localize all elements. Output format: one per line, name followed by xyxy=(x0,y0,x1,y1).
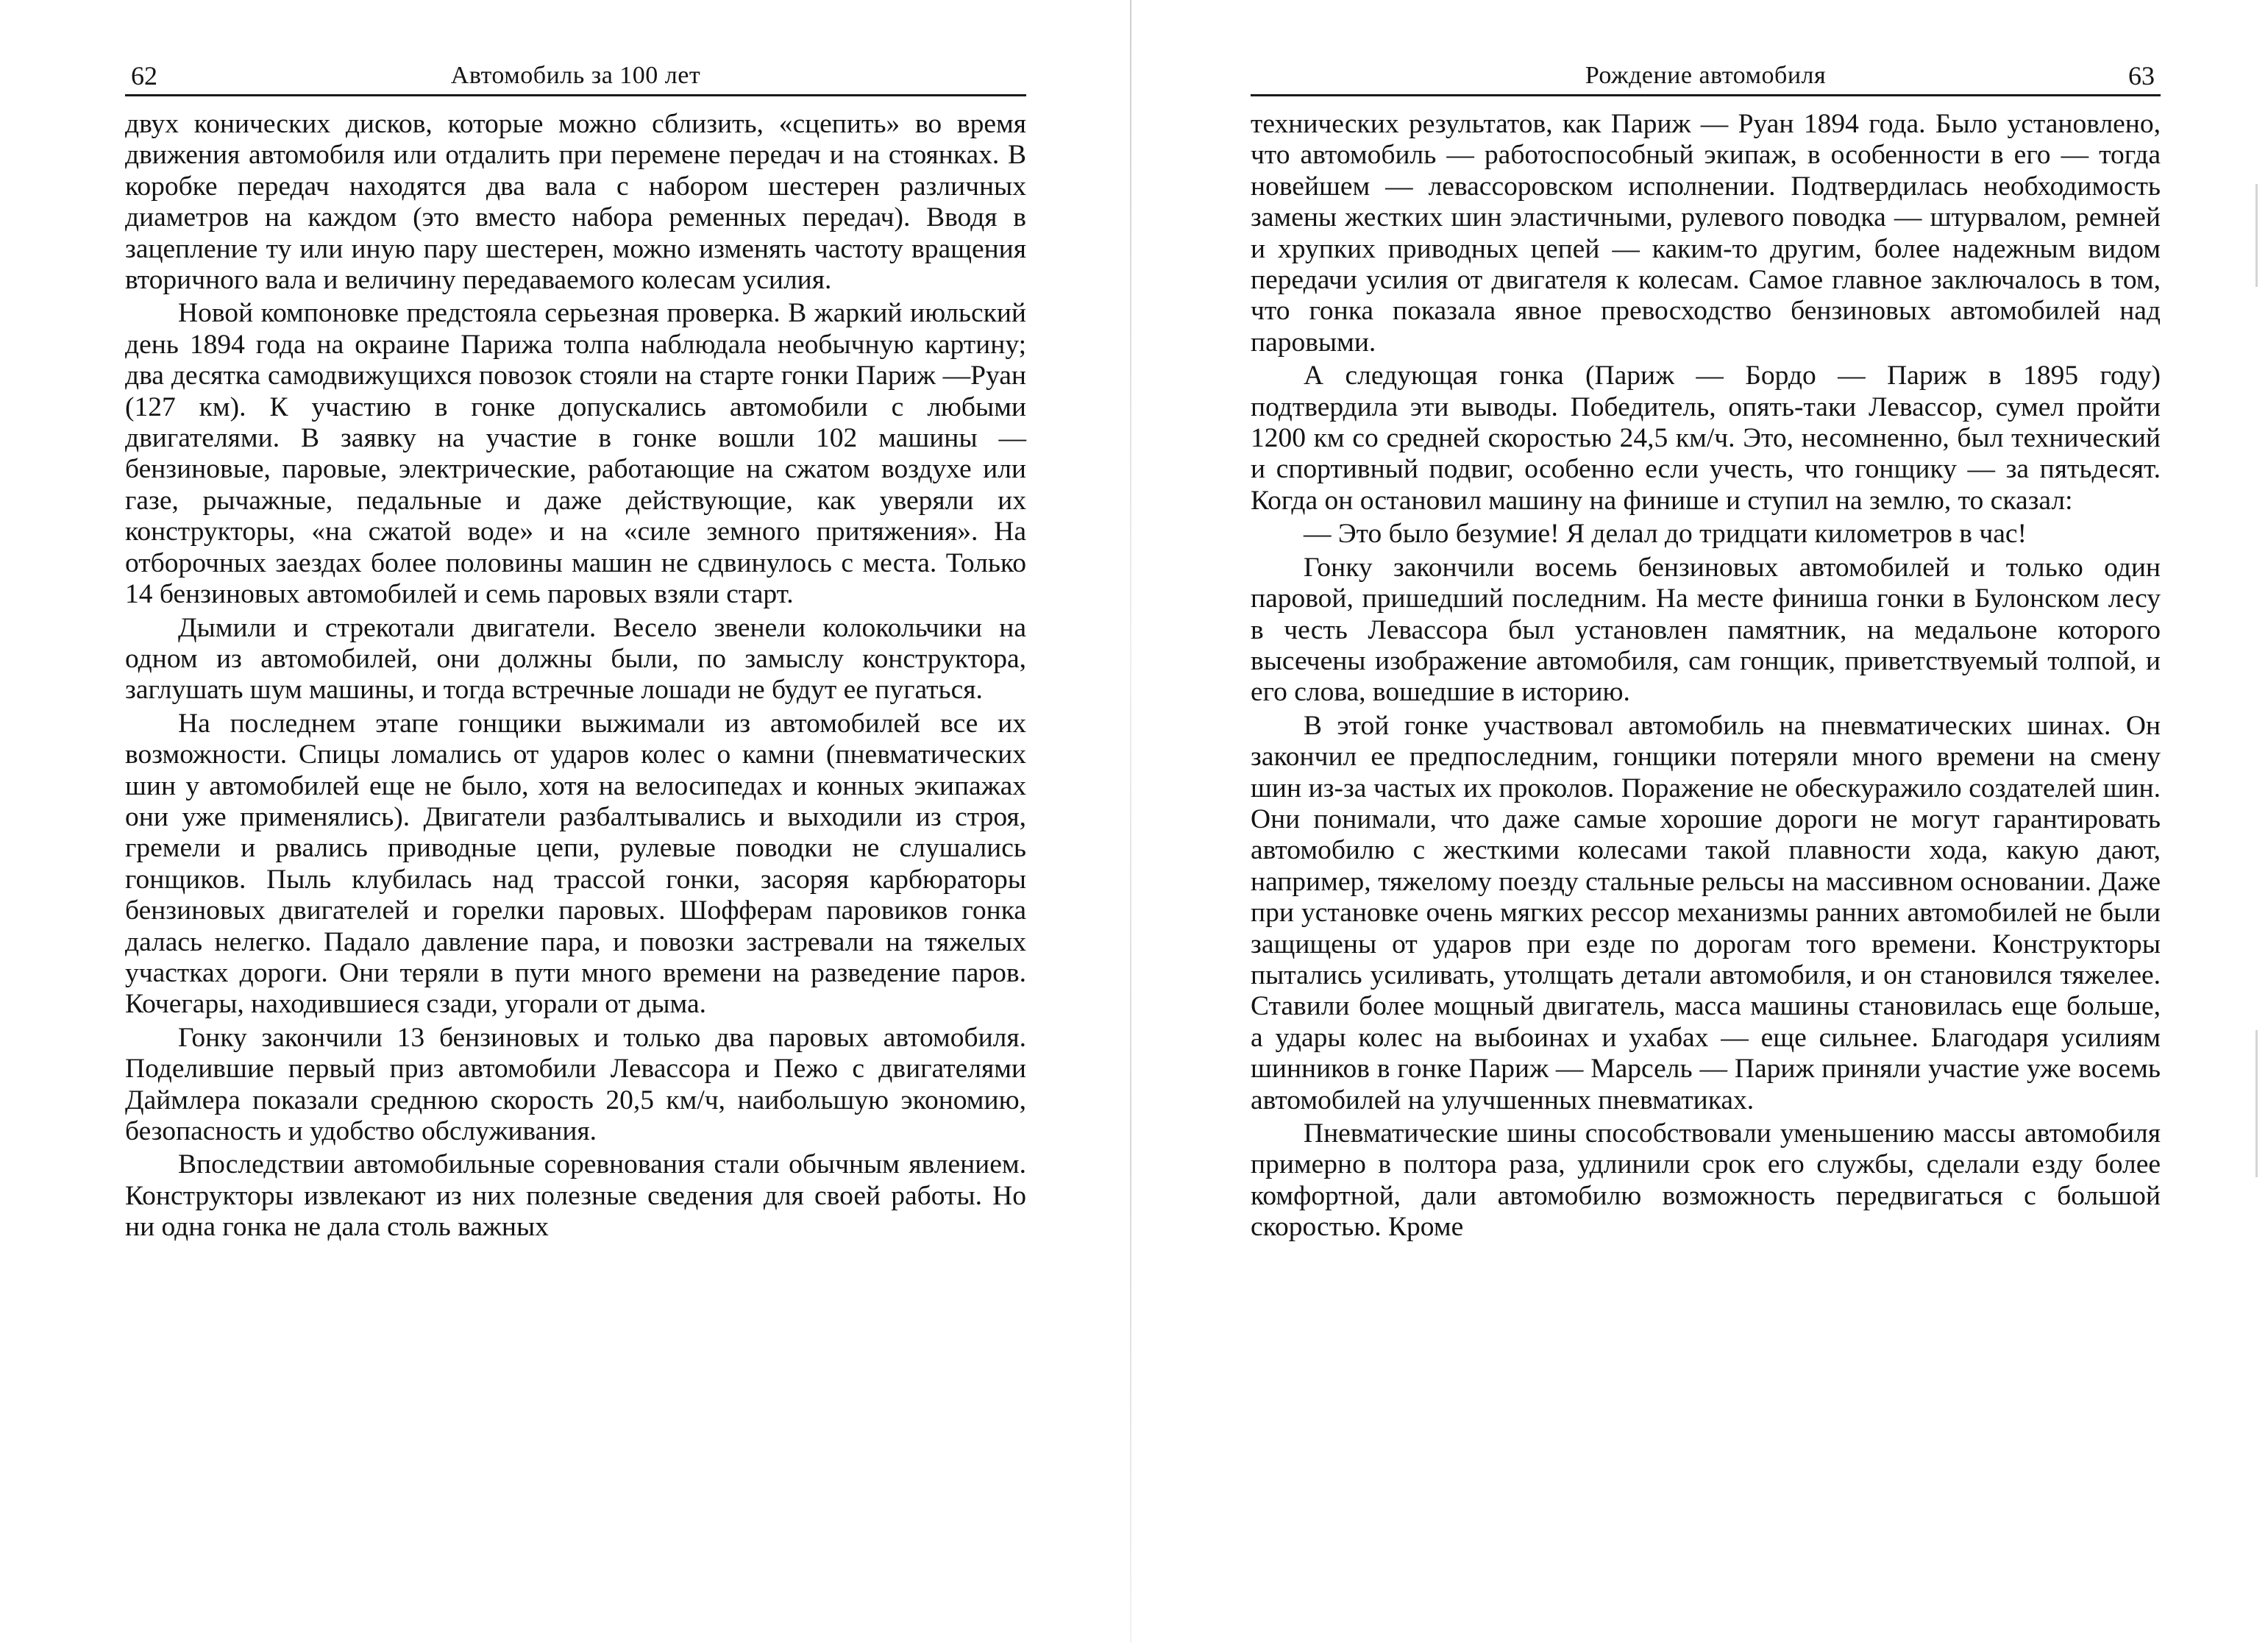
left-page-number: 62 xyxy=(131,61,157,91)
paragraph: Впоследствии автомобильные соревнования стали обычным явлением. Конструкторы извлекают из них полезные сведения для своей работы. Но ни одна гонка не дала столь важных xyxy=(125,1149,1026,1243)
right-page-number: 63 xyxy=(2128,61,2155,91)
paragraph: Пневматические шины способствовали уменьшению массы автомобиля примерно в полтора раза, удлинили срок его службы, сделали езду более комфортной, дали автомобилю возможность передвигаться с большой скоростью. Кроме xyxy=(1251,1118,2161,1243)
paragraph: Гонку закончили 13 бензиновых и только два паровых автомобиля. Поделившие первый приз автомобили Левассора и Пежо с двигателями Даймлера показали среднюю скорость 20,5 км/ч, наибольшую экономию, безопасность и удобство обслуживания. xyxy=(125,1022,1026,1146)
paragraph: Дымили и стрекотали двигатели. Весело звенели колокольчики на одном из автомобилей, они должны были, по замыслу конструктора, заглушать шум машины, и тогда встречные лошади не будут ее пугаться. xyxy=(125,612,1026,706)
right-page-header xyxy=(1251,57,2161,96)
left-running-title: Автомобиль за 100 лет xyxy=(450,62,701,89)
paragraph: На последнем этапе гонщики выжимали из автомобилей все их возможности. Спицы ломались от ударов колес о камни (пневматических шин у автомобилей еще не было, хотя на велосипедах и конных экипажах они уже применялись). Двигатели разбалтывались и выходили из строя, гремели и рвались приводные цепи, рулевые поводки не слушались гонщиков. Пыль клубилась над трассой гонки, засоряя карбюраторы бензиновых двигателей и горелки паровых. Шофферам паровиков гонка далась нелегко. Падало давление пара, и повозки застревали на тяжелых участках дороги. Они теряли в пути много времени на разведение паров. Кочегары, находившиеся сзади, угорали от дыма. xyxy=(125,708,1026,1020)
right-text-column xyxy=(1251,109,2161,1243)
right-page xyxy=(1137,0,2268,1643)
left-text-column xyxy=(125,109,1026,1243)
paragraph: В этой гонке участвовал автомобиль на пневматических шинах. Он закончил ее предпоследним, гонщики потеряли много времени на смену шин из-за частых их проколов. Поражение не обескуражило создателей шин. Они понимали, что даже самые хорошие дороги не могут гарантировать автомобилю с жесткими колесами такой плавности хода, какую дают, например, тяжелому поезду стальные рельсы на массивном основании. Даже при установке очень мягких рессор механизмы ранних автомобилей не были защищены от ударов при езде по дорогам того времени. Конструкторы пытались усиливать, утолщать детали автомобиля, и он становился тяжелее. Ставили более мощный двигатель, масса машины становилась еще больше, а удары колес на выбоинах и ухабах — еще сильнее. Благодаря усилиям шинников в гонке Париж — Марсель — Париж приняли участие уже восемь автомобилей на улучшенных пневматиках. xyxy=(1251,710,2161,1115)
left-page-header xyxy=(125,57,1026,96)
paragraph: Новой компоновке предстояла серьезная проверка. В жаркий июльский день 1894 года на окраине Парижа толпа наблюдала необычную картину; два десятка самодвижущихся повозок стояли на старте гонки Париж —Руан (127 км). К участию в гонке допускались автомобили с любыми двигателями. В заявку на участие в гонке вошли 102 машины — бензиновые, паровые, электрические, работающие на сжатом воздухе или газе, рычажные, педальные и даже действующие, как уверяли их конструкторы, «на сжатой воде» и на «силе земного притяжения». На отборочных заездах более половины машин не сдвинулось с места. Только 14 бензиновых автомобилей и семь паровых взяли старт. xyxy=(125,298,1026,610)
right-running-title: Рождение автомобиля xyxy=(1585,62,1827,89)
paragraph: технических результатов, как Париж — Руан 1894 года. Было установлено, что автомобиль — работоспособный экипаж, в особенности в его — тогда новейшем — левассоровском исполнении. Подтвердилась необходимость замены жестких шин эластичными, рулевого поводка — штурвалом, ремней и хрупких приводных цепей — каким-то другим, более надежным видом передачи усилия от двигателя к колесам. Самое главное заключалось в том, что гонка показала явное превосходство бензиновых автомобилей над паровыми. xyxy=(1251,109,2161,358)
paragraph: двух конических дисков, которые можно сблизить, «сцепить» во время движения автомобиля или отдалить при перемене передач и на стоянках. В коробке передач находятся два вала с набором шестерен различных диаметров на каждом (это вместо набора ременных передач). Вводя в зацепление ту или иную пару шестерен, можно изменять частоту вращения вторичного вала и величину передаваемого колесам усилия. xyxy=(125,109,1026,296)
left-page xyxy=(0,0,1126,1643)
paragraph: Гонку закончили восемь бензиновых автомобилей и только один паровой, пришедший последним. На месте финиша гонки в Булонском лесу в честь Левассора был установлен памятник, на медальоне которого высечены изображение автомобиля, сам гонщик, приветствуемый толпой, и его слова, вошедшие в историю. xyxy=(1251,552,2161,708)
book-spine-fold xyxy=(1130,0,1131,1643)
paragraph: А следующая гонка (Париж — Бордо — Париж в 1895 году) подтвердила эти выводы. Победитель, опять-таки Левассор, сумел пройти 1200 км со средней скоростью 24,5 км/ч. Это, несомненно, был технический и спортивный подвиг, особенно если учесть, что гонщику — за пятьдесят. Когда он остановил машину на финише и ступил на землю, то сказал: xyxy=(1251,361,2161,516)
paragraph: — Это было безумие! Я делал до тридцати километров в час! xyxy=(1304,519,2027,550)
